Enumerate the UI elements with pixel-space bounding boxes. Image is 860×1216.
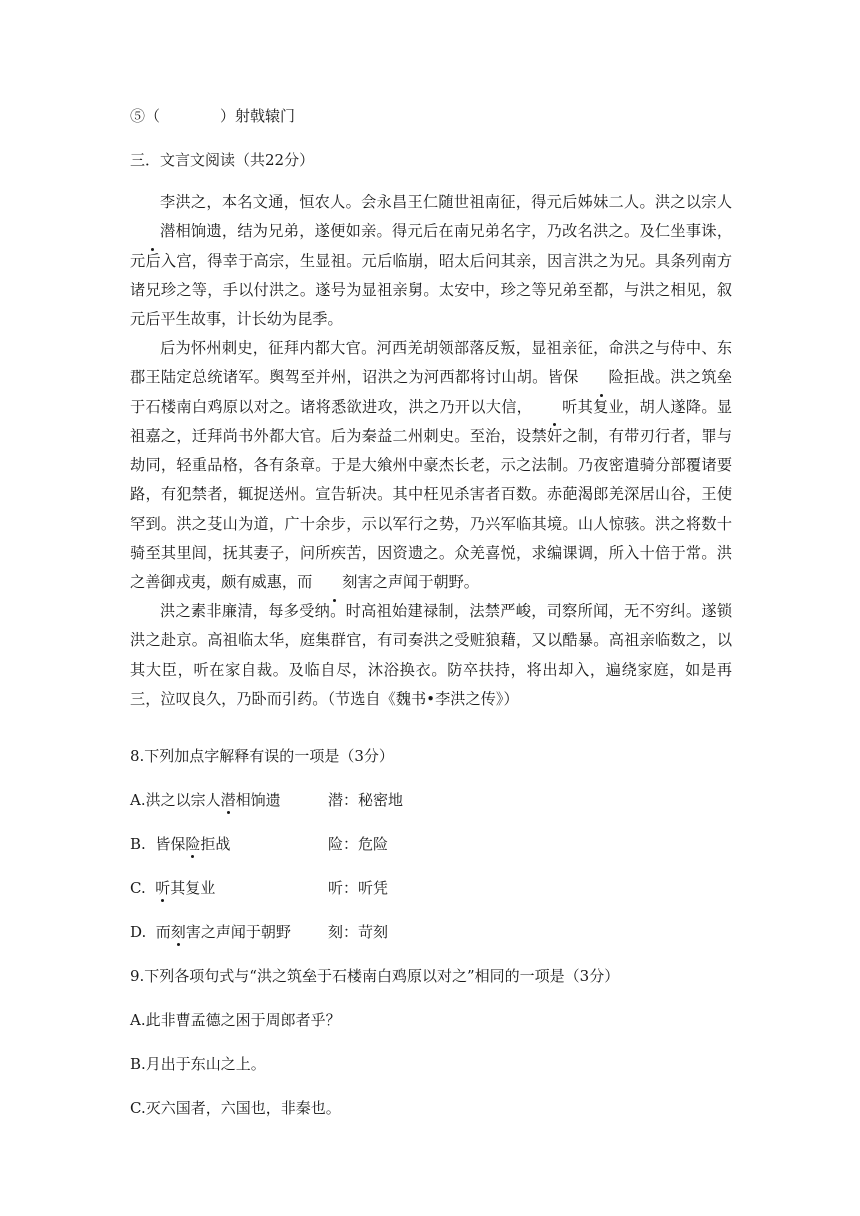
dotted-char: 潜: [220, 791, 236, 809]
dotted-char: 潜: [130, 217, 175, 246]
question-9-option-b: B.月出于东山之上。: [130, 1055, 266, 1073]
question-8-stem: 8.下列加点字解释有误的一项是（3分）: [130, 747, 394, 765]
option-text: 其复业: [170, 879, 216, 897]
question-8-option-b: [130, 834, 230, 854]
question-8-gloss-a: 潜：秘密地: [328, 791, 404, 809]
passage-text: 李洪之，本名文通，恒农人。会永昌王仁随世祖南征，得元后姊妹二人。洪之以宗人: [160, 193, 732, 211]
passage-text: 其复业，胡人遂降。显祖嘉之，迁拜尚书外都大官。后为秦益二州刺史。至治，设禁奸之制，有带刃行者，罪与劫同，轻重品格，各有条章。于是大飨州中豪杰长老，示之法制。乃夜密遣骑分部覆诸要路，有犯禁者，辄捉送州。宣告斩决。其中枉见杀害者百数。赤葩渴郎羌深居山谷，王使罕到。洪之芟山为道，广十余步，示以军行之势，乃兴军临其境。山人惊骇。洪之将数十骑至其里闾，抚其妻子，问所疾苦，因资遗之。众羌喜悦，求编课调，所入十倍于常。洪之善御戎夷，颇有威惠，而: [130, 397, 733, 592]
question-9-option-a: A.此非曹孟德之困于周郎者乎？: [130, 1011, 341, 1029]
passage-text: 拒战。洪之筑垒于石楼南白鸡原以对之。诸将悉欲进攻，洪之乃开以大信，: [130, 368, 733, 416]
question-8-gloss-b: 险：危险: [328, 835, 389, 853]
option-text: 相饷遗: [235, 791, 281, 809]
option-text: 拒战: [200, 835, 231, 853]
question-5-fragment: ⑤（ ）射戟辕门: [130, 107, 296, 125]
dotted-char: 刻: [170, 923, 186, 941]
passage-text: 后为怀州刺史，征拜内都大官。河西羌胡领部落反叛，显祖亲征，命洪之与侍中、东郡王陆定总统诸军。舆驾至并州，诏洪之为河西都将讨山胡。皆保: [130, 339, 732, 387]
dotted-char: 听: [155, 879, 171, 897]
question-8-option-d: [130, 922, 291, 942]
question-8-gloss-d: 刻：苛刻: [328, 923, 389, 941]
question-9-stem: 9.下列各项句式与“洪之筑垒于石楼南白鸡原以对之”相同的一项是（3分）: [130, 967, 620, 985]
question-8-option-a: [130, 790, 281, 810]
passage-text: 相饷遗，结为兄弟，遂便如亲。得元后在南兄弟名字，乃改名洪之。及仁坐事诛，元后入宫，得幸于高宗，生显祖。元后临崩，昭太后问其亲，因言洪之为兄。具条列南方诸兄珍之等，手以付洪之。遂号为显祖亲舅。太安中，珍之等兄弟至都，与洪之相见，叙元后平生故事，计长幼为昆季。: [130, 222, 732, 329]
dotted-char: 刻: [312, 568, 357, 597]
option-text: C.: [130, 879, 156, 897]
question-9-option-c: C.灭六国者，六国也，非秦也。: [130, 1099, 341, 1117]
option-text: 害之声闻于朝野: [185, 923, 291, 941]
dotted-char: 险: [579, 363, 624, 392]
question-8-option-c: [130, 878, 215, 898]
dotted-char: 听: [532, 393, 577, 422]
passage-paragraph-3: 洪之素非廉清，每多受纳。时高祖始建禄制，法禁严峻，司察所闻，无不穷纠。遂锁洪之赴京。高祖临太华，庭集群官，有司奏洪之受赃狼藉，又以酷暴。高祖亲临数之，以其大臣，听在家自裁。及临自尽，沐浴换衣。防卒扶持，将出却入，遍绕家庭，如是再三，泣叹良久，乃卧而引药。（节选自《魏书•李洪之传》）: [130, 602, 732, 708]
option-text: A.洪之以宗人: [130, 791, 221, 809]
passage-paragraph-1: [130, 188, 732, 334]
question-8-gloss-c: 听：听凭: [328, 879, 389, 897]
section-title: 三．文言文阅读（共22分）: [130, 151, 315, 169]
option-text: B. 皆保: [130, 835, 186, 853]
dotted-char: 险: [185, 835, 201, 853]
passage-text: 害之声闻于朝野。: [357, 573, 479, 592]
option-text: D. 而: [130, 923, 171, 941]
passage-paragraph-2: [130, 334, 732, 598]
